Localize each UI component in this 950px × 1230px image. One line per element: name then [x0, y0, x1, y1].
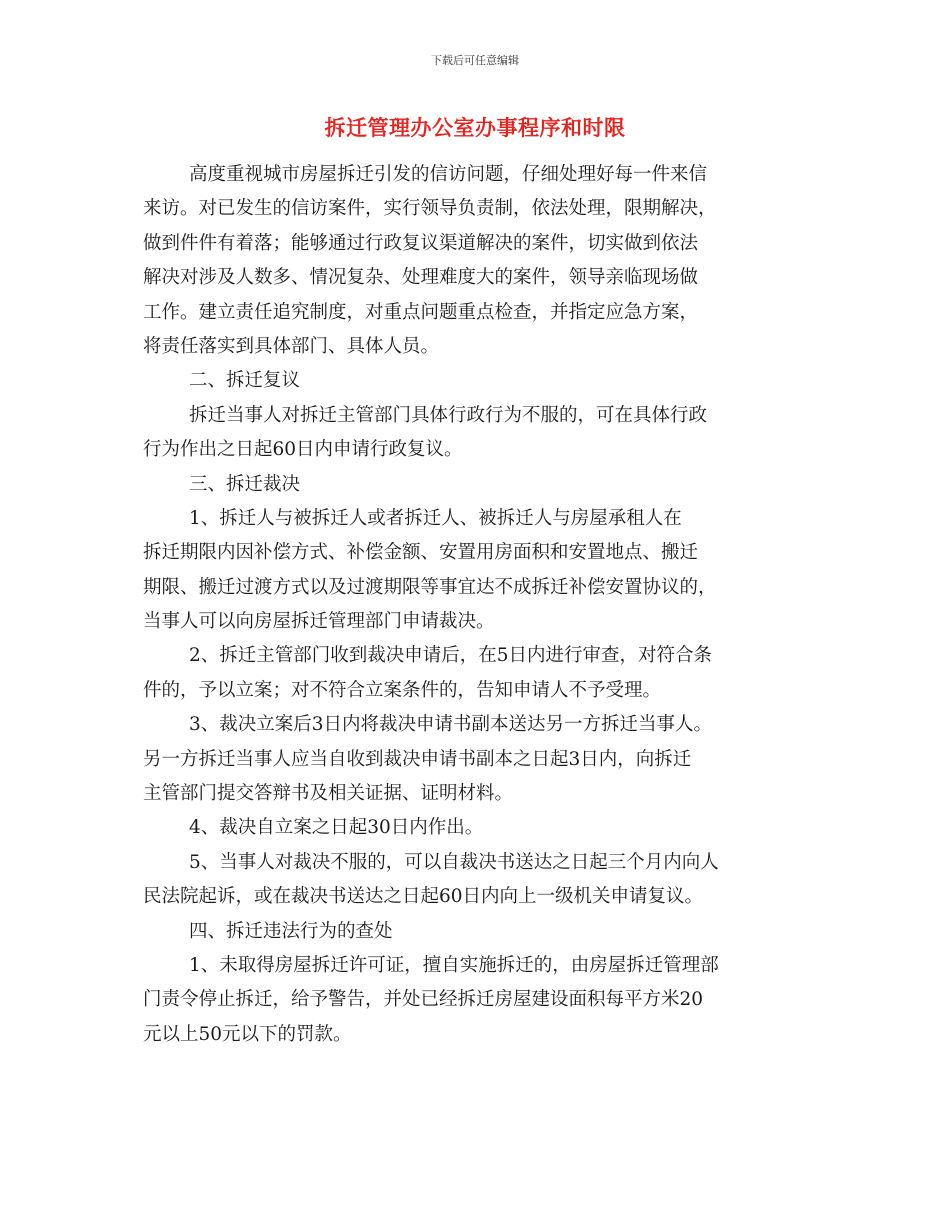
body-line: 来访。对已发生的信访案件，实行领导负责制，依法处理，限期解决， [143, 198, 717, 220]
body-line: 将责任落实到具体部门、具体人员。 [143, 335, 440, 357]
body-line: 1、未取得房屋拆迁许可证，擅自实施拆迁的，由房屋拆迁管理部 [189, 954, 719, 976]
body-line: 5、当事人对裁决不服的，可以自裁决书送达之日起三个月内向人 [189, 851, 719, 873]
body-line: 民法院起诉，或在裁决书送达之日起60日内向上一级机关申请复议。 [143, 886, 704, 908]
body-line: 件的，予以立案；对不符合立案条件的，告知申请人不予受理。 [143, 679, 662, 701]
body-line: 元以上50元以下的罚款。 [143, 1023, 352, 1045]
body-line: 1、拆迁人与被拆迁人或者拆迁人、被拆迁人与房屋承租人在 [189, 507, 682, 529]
body-line: 当事人可以向房屋拆迁管理部门申请裁决。 [143, 611, 495, 633]
body-line: 三、拆迁裁决 [189, 473, 301, 495]
body-line: 门责令停止拆迁，给予警告，并处已经拆迁房屋建设面积每平方米20 [143, 989, 704, 1011]
document-title: 拆迁管理办公室办事程序和时限 [324, 115, 626, 140]
document-body [143, 158, 808, 1052]
body-line: 二、拆迁复议 [189, 370, 301, 392]
body-line: 解决对涉及人数多、情况复杂、处理难度大的案件，领导亲临现场做 [143, 267, 699, 289]
body-line: 4、裁决自立案之日起30日内作出。 [189, 817, 484, 839]
body-line: 四、拆迁违法行为的查处 [189, 920, 393, 942]
body-line: 期限、搬迁过渡方式以及过渡期限等事宜达不成拆迁补偿安置协议的， [143, 576, 717, 598]
body-line: 做到件件有着落；能够通过行政复议渠道解决的案件，切实做到依法 [143, 232, 699, 254]
body-line: 2、拆迁主管部门收到裁决申请后，在5日内进行审查，对符合条 [189, 645, 713, 667]
body-line: 拆迁当事人对拆迁主管部门具体行政行为不服的，可在具体行政 [189, 404, 708, 426]
body-line: 工作。建立责任追究制度，对重点问题重点检查，并指定应急方案， [143, 301, 699, 323]
body-line: 行为作出之日起60日内申请行政复议。 [143, 439, 463, 461]
body-line: 主管部门提交答辩书及相关证据、证明材料。 [143, 783, 514, 805]
body-line: 3、裁决立案后3日内将裁决申请书副本送达另一方拆迁当事人。 [189, 714, 713, 736]
page-header: 下载后可任意编辑 [431, 54, 519, 67]
body-line: 拆迁期限内因补偿方式、补偿金额、安置用房面积和安置地点、搬迁 [143, 542, 699, 564]
body-line: 另一方拆迁当事人应当自收到裁决申请书副本之日起3日内，向拆迁 [143, 748, 692, 770]
body-line: 高度重视城市房屋拆迁引发的信访问题，仔细处理好每一件来信 [189, 164, 708, 185]
